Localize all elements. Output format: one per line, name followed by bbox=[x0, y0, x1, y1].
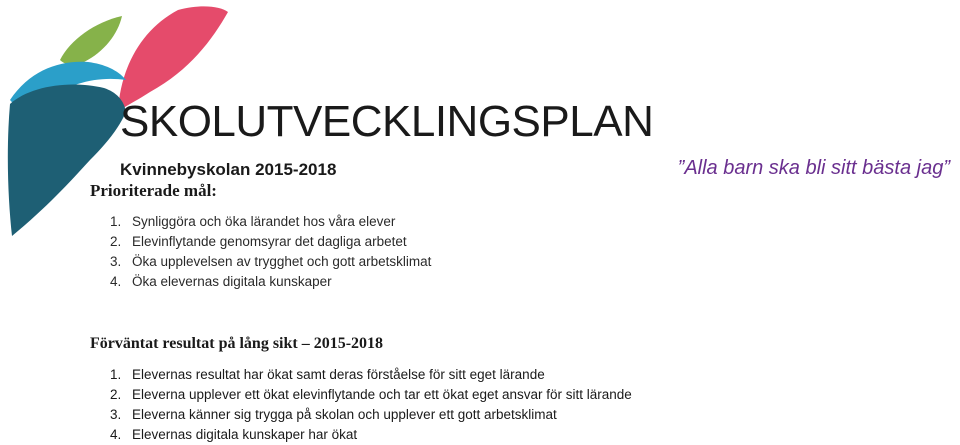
list-item bbox=[110, 405, 632, 425]
list-number: 3. bbox=[110, 407, 122, 422]
results-list bbox=[110, 365, 632, 445]
list-text: Synliggöra och öka lärandet hos våra elever bbox=[132, 214, 396, 229]
priorities-list bbox=[110, 212, 431, 292]
list-text: Elevinflytande genomsyrar det dagliga arbetet bbox=[132, 234, 407, 249]
list-number: 4. bbox=[110, 427, 122, 442]
list-item bbox=[110, 385, 632, 405]
list-text: Elevernas digitala kunskaper har ökat bbox=[132, 427, 358, 442]
list-item bbox=[110, 232, 431, 252]
list-text: Öka upplevelsen av trygghet och gott arbetsklimat bbox=[132, 254, 432, 269]
results-heading: Förväntat resultat på lång sikt – 2015-2018 bbox=[90, 335, 384, 352]
list-number: 2. bbox=[110, 387, 122, 402]
list-item bbox=[110, 365, 632, 385]
list-number: 3. bbox=[110, 254, 122, 269]
list-text: Eleverna upplever ett ökat elevinflytande och tar ett ökat eget ansvar för sitt lärande bbox=[132, 387, 632, 402]
list-text: Elevernas resultat har ökat samt deras förståelse för sitt eget lärande bbox=[132, 367, 545, 382]
list-number: 4. bbox=[110, 274, 122, 289]
priorities-heading: Prioriterade mål: bbox=[90, 181, 217, 200]
list-number: 1. bbox=[110, 214, 122, 229]
list-item bbox=[110, 212, 431, 232]
list-item bbox=[110, 252, 431, 272]
list-number: 2. bbox=[110, 234, 122, 249]
school-subtitle: Kvinnebyskolan 2015-2018 bbox=[120, 160, 337, 179]
list-text: Öka elevernas digitala kunskaper bbox=[132, 274, 332, 289]
list-number: 1. bbox=[110, 367, 122, 382]
list-item bbox=[110, 425, 632, 445]
logo-teal-shape bbox=[8, 85, 126, 236]
logo-green-shape bbox=[60, 16, 122, 65]
list-item bbox=[110, 272, 431, 292]
list-text: Eleverna känner sig trygga på skolan och upplever ett gott arbetsklimat bbox=[132, 407, 557, 422]
motto-text: ”Alla barn ska bli sitt bästa jag” bbox=[677, 157, 950, 179]
page-title: SKOLUTVECKLINGSPLAN bbox=[120, 97, 654, 146]
